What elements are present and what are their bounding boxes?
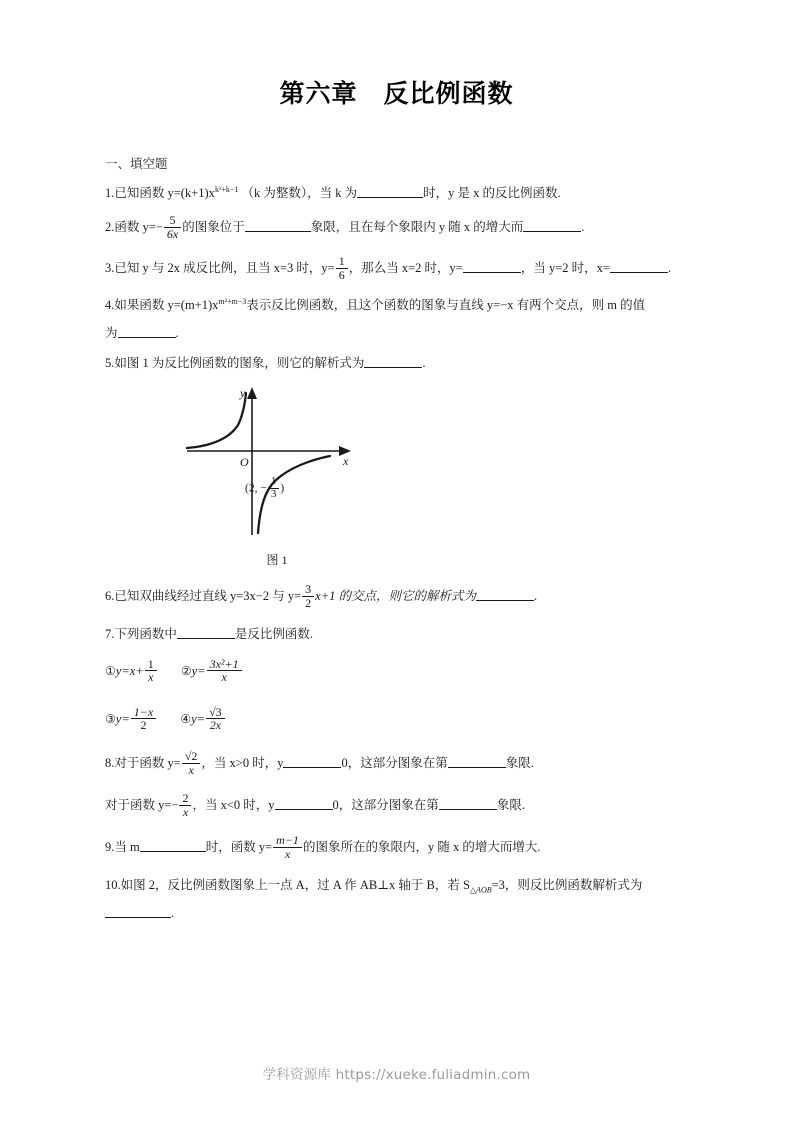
question-7-options-row-1: [105, 656, 717, 685]
question-8a: [105, 748, 717, 777]
q7-prefix: 7.下列函数中: [105, 626, 177, 641]
option-1-denominator: x: [148, 670, 154, 685]
q8b-prefix: 对于函数 y=−: [105, 798, 179, 813]
figure-1-caption: 图 1: [266, 553, 288, 568]
point-label-close: ): [280, 483, 285, 496]
question-7-options-row-2: [105, 704, 717, 733]
q8b-fraction-denominator: x: [182, 804, 189, 819]
q6-mid: x+1 的交点，则它的解析式为: [315, 589, 477, 604]
q8b-fraction: [179, 792, 191, 818]
q9-answer-blank[interactable]: [140, 839, 206, 852]
q8b-mid2: 0，这部分图象在第: [332, 798, 439, 813]
footer-watermark: [0, 1063, 793, 1083]
option-3-fraction: [131, 706, 156, 732]
option-4-marker: ④: [180, 711, 192, 726]
q8a-suffix: 象限.: [505, 755, 534, 770]
option-4: [180, 704, 225, 733]
option-2-denominator: x: [221, 670, 227, 685]
option-2-marker: ②: [180, 663, 192, 678]
q4-line2-prefix: 为: [105, 326, 118, 341]
hyperbola-branch-upper-left: [187, 393, 246, 448]
q8b-answer-blank-1[interactable]: [275, 797, 333, 810]
q2-fraction: [164, 214, 181, 240]
y-axis-label: y: [240, 386, 246, 401]
q2-mid2: 象限，且在每个象限内 y 随 x 的增大而: [310, 219, 524, 234]
q1-prefix: 1.已知函数 y=(k+1)x: [105, 186, 215, 200]
q3-fraction: [336, 255, 348, 281]
document-body: [105, 156, 717, 935]
option-4-fraction: [206, 706, 225, 732]
point-label-open: (2, −: [245, 483, 267, 496]
q8a-answer-blank-1[interactable]: [283, 755, 341, 768]
option-3-numerator: 1−x: [131, 706, 156, 720]
option-4-numerator: √3: [206, 706, 225, 720]
q9-mid: 时，函数 y=: [205, 840, 273, 855]
option-2-lhs: y=: [191, 663, 206, 678]
q6-suffix: .: [534, 589, 538, 604]
q3-answer-blank-1[interactable]: [463, 260, 521, 273]
question-1: [105, 185, 717, 202]
q3-mid2: ，当 y=2 时，x=: [520, 261, 610, 276]
hyperbola-svg: [167, 385, 427, 545]
option-1-lhs: y=x+: [115, 663, 144, 678]
q8b-suffix: 象限.: [496, 798, 525, 813]
q10-mid: =3，则反比例函数解析式为: [491, 877, 643, 892]
q6-fraction-numerator: 3: [302, 583, 314, 597]
q4-prefix: 4.如果函数 y=(m+1)x: [105, 298, 219, 313]
question-7: [105, 626, 717, 643]
footer-site-name: 学科资源库: [262, 1067, 332, 1083]
q7-answer-blank[interactable]: [177, 626, 235, 639]
q2-fraction-denominator: 6x: [166, 226, 179, 241]
question-4-line2: [105, 325, 717, 342]
section-heading: 一、填空题: [105, 157, 168, 171]
question-6: [105, 584, 717, 610]
q2-mid: 的图象位于: [182, 219, 245, 234]
option-3-denominator: 2: [140, 718, 147, 733]
q4-answer-blank[interactable]: [118, 325, 176, 338]
question-5: [105, 355, 717, 372]
q3-mid: ，那么当 x=2 时，y=: [348, 261, 463, 276]
option-3: [105, 704, 157, 733]
q1-exponent: k²+k−1: [214, 184, 239, 194]
q1-suffix: 时，y 是 x 的反比例函数.: [423, 186, 561, 200]
point-fraction-numerator: 1: [268, 476, 280, 489]
point-fraction: [268, 476, 280, 500]
q8a-fraction-numerator: √2: [182, 750, 201, 764]
q4-exponent: m²+m−3: [218, 297, 247, 307]
footer-url: https://xueke.fuliadmin.com: [335, 1067, 531, 1083]
q4-line2-suffix: .: [175, 326, 179, 341]
option-2: [180, 656, 243, 685]
question-3: [105, 256, 717, 282]
q8b-mid: ，当 x<0 时，y: [192, 798, 275, 813]
question-10: [105, 877, 717, 922]
q5-answer-blank[interactable]: [364, 355, 422, 368]
option-1-fraction: [145, 658, 157, 684]
q10-line2-suffix: .: [171, 905, 175, 920]
q8a-answer-blank-2[interactable]: [448, 755, 506, 768]
q2-answer-blank-1[interactable]: [245, 219, 311, 232]
q6-fraction: [302, 583, 314, 609]
q1-answer-blank[interactable]: [357, 185, 423, 198]
origin-label: O: [240, 455, 249, 470]
q8a-mid: ，当 x>0 时，y: [201, 755, 284, 770]
x-axis-label: x: [343, 454, 349, 469]
q3-suffix: .: [667, 261, 672, 276]
q2-suffix: .: [581, 219, 585, 234]
question-2: [105, 215, 717, 241]
q8a-mid2: 0，这部分图象在第: [341, 755, 448, 770]
point-fraction-denominator: 3: [270, 487, 277, 500]
option-4-lhs: y=: [191, 711, 206, 726]
q10-prefix: 10.如图 2，反比例函数图象上一点 A，过 A 作 AB⊥x 轴于 B，若 S: [105, 877, 470, 892]
page-title: 第六章 反比例函数: [279, 79, 514, 108]
q3-fraction-numerator: 1: [336, 255, 348, 269]
y-axis-arrow: [247, 387, 257, 399]
option-1-numerator: 1: [145, 658, 157, 672]
option-4-denominator: 2x: [209, 718, 222, 733]
q3-answer-blank-2[interactable]: [610, 260, 668, 273]
q10-subscript: △AOB: [469, 885, 492, 894]
question-9: [105, 835, 717, 861]
q8a-fraction: [182, 750, 201, 776]
q9-fraction: [273, 834, 302, 860]
q6-prefix: 6.已知双曲线经过直线 y=3x−2 与 y=: [105, 589, 302, 604]
q9-suffix: 的图象所在的象限内，y 随 x 的增大而增大.: [302, 840, 541, 855]
figure-1-graph: [105, 385, 717, 547]
q8a-prefix: 8.对于函数 y=: [105, 755, 181, 770]
q3-fraction-denominator: 6: [338, 267, 345, 282]
option-2-numerator: 3x²+1: [207, 658, 242, 672]
figure-1-point-label: [245, 477, 284, 501]
question-4: [105, 297, 717, 342]
q2-prefix: 2.函数 y=−: [105, 219, 163, 234]
q8b-answer-blank-2[interactable]: [439, 797, 497, 810]
q9-prefix: 9.当 m: [105, 840, 140, 855]
q2-answer-blank-2[interactable]: [523, 219, 581, 232]
option-2-fraction: [207, 658, 242, 684]
q5-prefix: 5.如图 1 为反比例函数的图象，则它的解析式为: [105, 356, 365, 371]
q6-answer-blank[interactable]: [476, 588, 534, 601]
q6-fraction-denominator: 2: [305, 595, 312, 610]
q5-suffix: .: [422, 356, 426, 371]
question-10-line2: [105, 905, 717, 922]
q7-suffix: 是反比例函数.: [234, 626, 314, 641]
q3-prefix: 3.已知 y 与 2x 成反比例，且当 x=3 时，y=: [105, 261, 335, 276]
q2-fraction-numerator: 5: [164, 214, 181, 228]
question-8b: [105, 793, 717, 819]
option-1-marker: ①: [105, 663, 116, 678]
q8a-fraction-denominator: x: [188, 762, 194, 777]
q1-mid: （k 为整数），当 k 为: [241, 186, 358, 200]
option-3-lhs: y=: [115, 711, 130, 726]
q8b-fraction-numerator: 2: [179, 792, 191, 806]
q4-mid: 表示反比例函数，且这个函数的图象与直线 y=−x 有两个交点，则 m 的值: [246, 298, 646, 313]
q10-answer-blank[interactable]: [105, 905, 171, 918]
option-1: [105, 656, 158, 685]
option-3-marker: ③: [105, 711, 116, 726]
q9-fraction-numerator: m−1: [273, 834, 302, 848]
q9-fraction-denominator: x: [284, 846, 291, 861]
